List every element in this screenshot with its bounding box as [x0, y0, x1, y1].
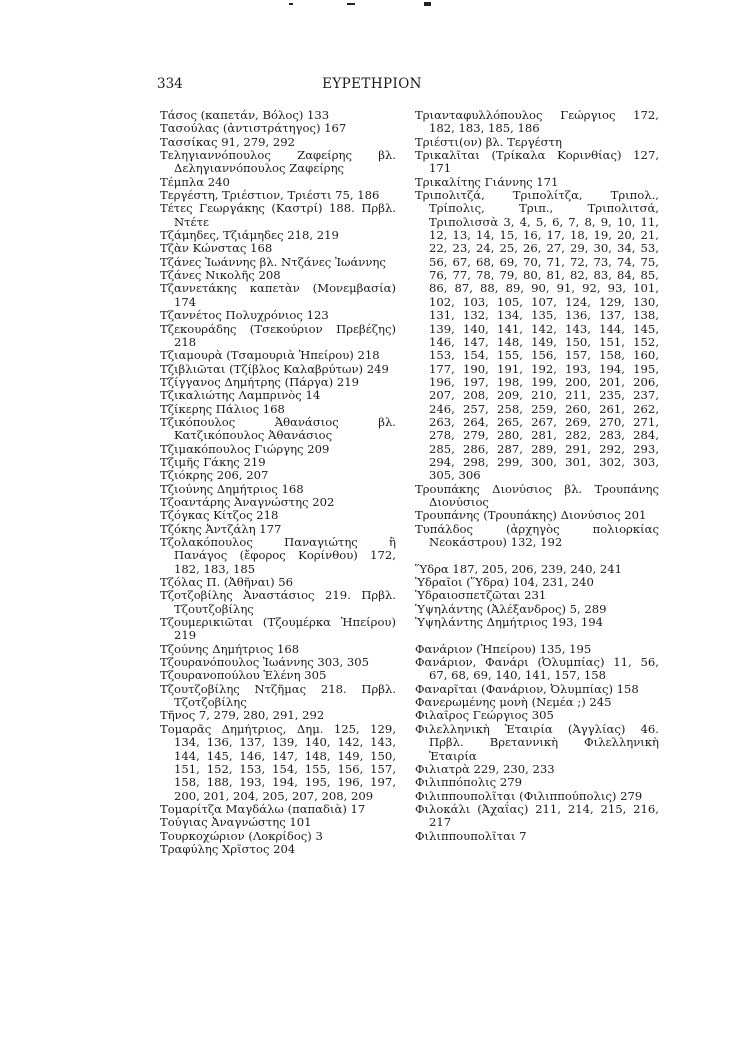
index-entry: Τομαρίτζα Μαγδάλω (παπαδιὰ) 17 [160, 801, 366, 816]
index-entry: Τζιαμουρὰ (Τσαμουριὰ Ἠπείρου) 218 [160, 348, 380, 363]
index-entry: Τζάνες Νικολῆς 208 [160, 268, 281, 283]
index-entry: Τέμπλα 240 [160, 174, 230, 189]
index-entry: Τραφύλης Χρῖστος 204 [160, 841, 296, 856]
index-section-f [415, 643, 659, 843]
index-entry: Τριέστι(ον) βλ. Τεργέστη [415, 134, 562, 149]
index-entry: Φιλιππουπολῖται (Φιλιππούπολις) 279 [415, 788, 643, 803]
page-number: 334 [157, 76, 183, 92]
index-entry: Τζίγγανος Δημήτρης (Πάργα) 219 [160, 374, 359, 389]
index-entry: Τρικαλῖται (Τρίκαλα Κορινθίας) 127, 171 [415, 148, 659, 176]
index-entry: Τζουρανοπούλου Ἑλένη 305 [160, 668, 327, 683]
index-entry: Τζούνης Δημήτριος 168 [160, 641, 300, 656]
index-entry: Τζάνες Ἰωάννης βλ. Ντζάνες Ἰωάννης [160, 254, 386, 269]
index-entry: Τζιόκρης 206, 207 [160, 468, 269, 483]
index-entry: Τζόκης Ἀντζάλη 177 [160, 521, 282, 536]
index-entry: Τεργέστη, Τριέστιον, Τριέστι 75, 186 [160, 188, 380, 203]
index-entry: Τρουπάκης Διονύσιος βλ. Τρουπάνης Διονύσιος [415, 481, 659, 509]
index-entry: Τέτες Γεωργάκης (Καστρί) 188. Πρβλ. Ντέτε [160, 201, 396, 229]
index-entry: Τρουπάνης (Τρουπάκης) Διονύσιος 201 [415, 508, 647, 523]
index-entry: Τζικαλιώτης Λαμπρινὸς 14 [160, 388, 321, 403]
index-entry: Τομαρᾶς Δημήτριος, Δημ. 125, 129, 134, 136, 137, 139, 140, 142, 143, 144, 145, 146, 147, 148, 149, 150, 151, 152, 153, 154, 155, 156, 157, 158, 188, 193, 194, 195, 196, 197, 200, 201, 204, 205, 207, 208, 209 [160, 721, 396, 803]
index-entry: Τζὰν Κώνστας 168 [160, 241, 273, 256]
index-entry: Τῆνος 7, 279, 280, 291, 292 [160, 708, 325, 723]
index-entry: Φανάριον (Ἠπείρου) 135, 195 [415, 641, 592, 656]
index-section-y [415, 563, 659, 630]
index-entry: Τζίκερης Πάλιος 168 [160, 401, 285, 416]
index-entry: Φιλελληνικὴ Ἑταιρία (Ἀγγλίας) 46. Πρβλ. Βρεταννικὴ Φιλελληνικὴ Ἑταιρία [415, 721, 659, 763]
index-entry: Τάσος (καπετάν, Βόλος) 133 [160, 108, 330, 122]
index-entry: Τζιμακόπουλος Γιώργης 209 [160, 441, 330, 456]
index-entry: Φιλοκάλι (Ἀχαΐας) 211, 214, 215, 216, 217 [415, 801, 659, 830]
index-entry: Τουρκοχώριον (Λοκρίδος) 3 [160, 828, 323, 843]
index-column-left [160, 109, 396, 856]
index-entry: Ὑψηλάντης (Ἀλέξανδρος) 5, 289 [415, 601, 607, 616]
index-entry: Τριπολιτζά, Τριπολίτζα, Τριπολ., Τρίπολις, Τριπ., Τριπολιτσά, Τριπολισσὰ 3, 4, 5, 6, 7, 8, 9, 10, 11, 12, 13, 14, 15, 16, 17, 18, 19, 20, 21, 22, 23, 24, 25, 26, 27, 29, 30, 34, 53, 56, 67, 68, 69, 70, 71, 72, 73, 74, 75, 76, 77, 78, 79, 80, 81, 82, 83, 84, 85, 86, 87, 88, 89, 90, 91, 92, 93, 101, 102, 103, 105, 107, 124, 129, 130, 131, 132, 134, 135, 136, 137, 138, 139, 140, 141, 142, 143, 144, 145, 146, 147, 148, 149, 150, 151, 152, 153, 154, 155, 156, 157, 158, 160, 177, 190, 191, 192, 193, 194, 195, 196, 197, 198, 199, 200, 201, 206, 207, 208, 209, 210, 211, 235, 237, 246, 257, 258, 259, 260, 261, 262, 263, 264, 265, 267, 269, 270, 271, 278, 279, 280, 281, 282, 283, 284, 285, 286, 287, 289, 291, 292, 293, 294, 298, 299, 300, 301, 302, 303, 305, 306 [415, 188, 659, 483]
print-speck [424, 2, 431, 6]
index-entry: Τριανταφυλλόπουλος Γεώργιος 172, 182, 183, 185, 186 [415, 108, 659, 136]
index-entry: Τζουμερικιῶται (Τζουμέρκα Ἠπείρου) 219 [160, 615, 396, 643]
index-entry: Τζόγκας Κίτζος 218 [160, 508, 279, 523]
index-entry: Τζολακόπουλος Παναγιώτης ἢ Πανάγος (ἔφορος Κορίνθου) 172, 182, 183, 185 [160, 535, 396, 576]
index-entry: Τεληγιαννόπουλος Ζαφείρης βλ. Δεληγιαννόπουλος Ζαφείρης [160, 148, 396, 176]
index-entry: Τζοτζοβίλης Ἀναστάσιος 219. Πρβλ. Τζουτζοβίλης [160, 588, 396, 616]
index-entry: Τζιβλιῶται (Τζίβλος Καλαβρύτων) 249 [160, 361, 389, 376]
index-entry: Τρικαλίτης Γιάννης 171 [415, 174, 559, 189]
index-entry: Φαναρῖται (Φανάριον, Ὀλυμπίας) 158 [415, 681, 639, 696]
index-entry: Τζεκουράδης (Τσεκούριον Πρεβέζης) 218 [160, 321, 396, 349]
running-head-title: ΕΥΡΕΤΗΡΙΟΝ [322, 76, 422, 92]
index-column-right [415, 109, 659, 843]
index-entry: Φανερωμένης μονὴ (Νεμέα ;) 245 [415, 695, 612, 710]
index-entry: Φιλιππόπολις 279 [415, 775, 522, 790]
index-entry: Τζιούνης Δημήτριος 168 [160, 481, 304, 496]
index-entry: Ὑδραιοσπετζῶται 231 [415, 588, 547, 603]
index-entry: Τυπάλδος (ἀρχηγὸς πολιορκίας Νεοκάστρου) 132, 192 [415, 521, 659, 549]
print-speck [347, 3, 355, 5]
index-entry: Φιλιατρὰ 229, 230, 233 [415, 761, 555, 776]
index-entry: Φιλιππουπολῖται 7 [415, 828, 527, 843]
section-gap [415, 549, 659, 562]
index-entry: Τούγιας Ἀναγνώστης 101 [160, 815, 312, 830]
index-entry: Ὑψηλάντης Δημήτριος 193, 194 [415, 615, 604, 630]
index-entry: Ὕδρα 187, 205, 206, 239, 240, 241 [415, 561, 623, 576]
index-section-t [415, 109, 659, 549]
index-entry: Τζόλας Π. (Ἀθῆναι) 56 [160, 575, 294, 590]
index-entry: Ὑδραῖοι (Ὕδρα) 104, 231, 240 [415, 575, 594, 590]
index-entry: Φανάριον, Φανάρι (Ὀλυμπίας) 11, 56, 67, 68, 69, 140, 141, 157, 158 [415, 655, 659, 683]
index-entry: Τασσίκας 91, 279, 292 [160, 134, 295, 149]
index-entry: Τζιμῆς Γάκης 219 [160, 454, 266, 469]
index-entry: Τζουρανόπουλος Ἰωάννης 303, 305 [160, 655, 370, 670]
index-entry: Τζοαντάρης Ἀναγνώστης 202 [160, 494, 335, 509]
index-entry: Φιλαῖρος Γεώργιος 305 [415, 708, 554, 723]
index-entry: Τασούλας (ἀντιστράτηγος) 167 [160, 121, 347, 136]
print-speck [289, 3, 293, 5]
index-entry: Τζουτζοβίλης Ντζῆμας 218. Πρβλ. Τζοτζοβίλης [160, 681, 396, 710]
index-entry: Τζαννετάκης καπετὰν (Μονεμβασία) 174 [160, 281, 396, 309]
index-entry: Τζικόπουλος Ἀθανάσιος βλ. Κατζικόπουλος Ἀθανάσιος [160, 414, 396, 443]
index-entry: Τζαννέτος Πολυχρόνιος 123 [160, 308, 329, 323]
index-entry: Τζάμηδες, Τζιάμηδες 218, 219 [160, 228, 339, 243]
section-gap [415, 629, 659, 642]
